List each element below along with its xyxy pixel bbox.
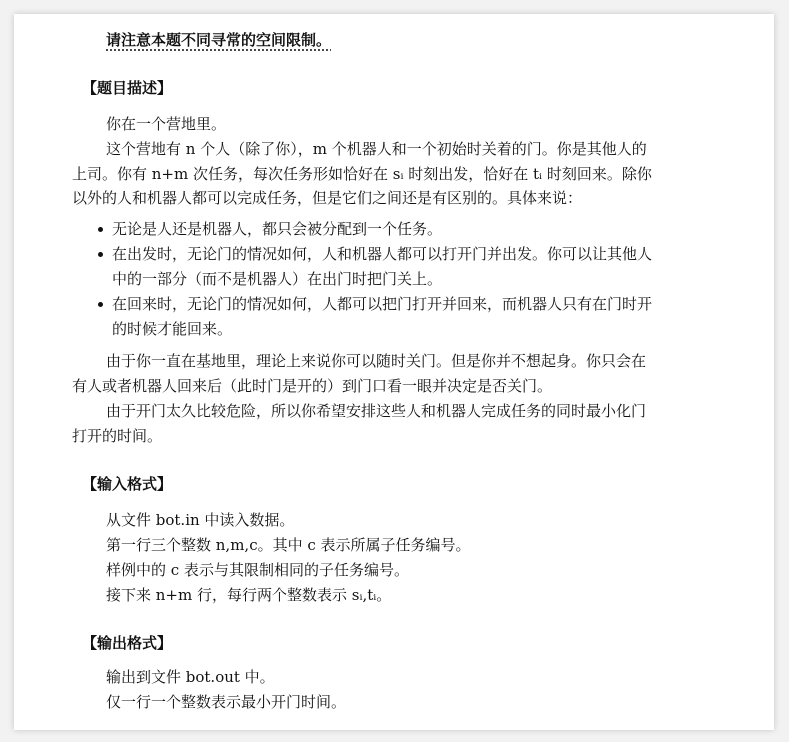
bullet-3-line-2: 的时候才能回来。 xyxy=(112,320,233,338)
document-page xyxy=(14,14,774,730)
bullet-2-line-2: 中的一部分（而不是机器人）在出门时把门关上。 xyxy=(112,270,443,288)
description-paragraph-3-line-1: 由于你一直在基地里，理论上来说你可以随时关门。但是你并不想起身。你只会在 xyxy=(106,352,647,370)
input-heading: 【输入格式】 xyxy=(82,475,173,493)
description-paragraph-2-line-2: 上司。你有 n+m 次任务，每次任务形如恰好在 sᵢ 时刻出发，恰好在 tᵢ 时刻回来。除你 xyxy=(72,165,652,183)
description-paragraph-2-line-1: 这个营地有 n 个人（除了你），m 个机器人和一个初始时关着的门。你是其他人的 xyxy=(106,140,647,158)
description-heading: 【题目描述】 xyxy=(82,79,173,97)
bullet-3-line-1: 在回来时，无论门的情况如何，人都可以把门打开并回来，而机器人只有在门时开 xyxy=(112,295,653,313)
bullet-2-line-1: 在出发时，无论门的情况如何，人和机器人都可以打开门并出发。你可以让其他人 xyxy=(112,245,653,263)
bullet-marker xyxy=(98,227,103,232)
bullet-marker xyxy=(98,302,103,307)
description-paragraph-3-line-2: 有人或者机器人回来后（此时门是开的）到门口看一眼并决定是否关门。 xyxy=(72,377,553,395)
bullet-1-line-1: 无论是人还是机器人，都只会被分配到一个任务。 xyxy=(112,220,443,238)
input-line-2: 第一行三个整数 n,m,c。其中 c 表示所属子任务编号。 xyxy=(106,536,471,554)
description-paragraph-1: 你在一个营地里。 xyxy=(106,115,227,133)
description-paragraph-4-line-2: 打开的时间。 xyxy=(72,427,163,445)
bullet-marker xyxy=(98,252,103,257)
output-heading: 【输出格式】 xyxy=(82,634,173,652)
output-line-1: 输出到文件 bot.out 中。 xyxy=(106,668,275,686)
input-line-3: 样例中的 c 表示与其限制相同的子任务编号。 xyxy=(106,561,409,579)
description-paragraph-2-line-3: 以外的人和机器人都可以完成任务，但是它们之间还是有区别的。具体来说： xyxy=(72,189,583,207)
output-line-2: 仅一行一个整数表示最小开门时间。 xyxy=(106,693,347,711)
input-line-4: 接下来 n+m 行，每行两个整数表示 sᵢ,tᵢ。 xyxy=(106,586,392,604)
description-paragraph-4-line-1: 由于开门太久比较危险，所以你希望安排这些人和机器人完成任务的同时最小化门 xyxy=(106,402,647,420)
input-line-1: 从文件 bot.in 中读入数据。 xyxy=(106,511,295,529)
space-limit-notice: 请注意本题不同寻常的空间限制。 xyxy=(106,31,332,49)
